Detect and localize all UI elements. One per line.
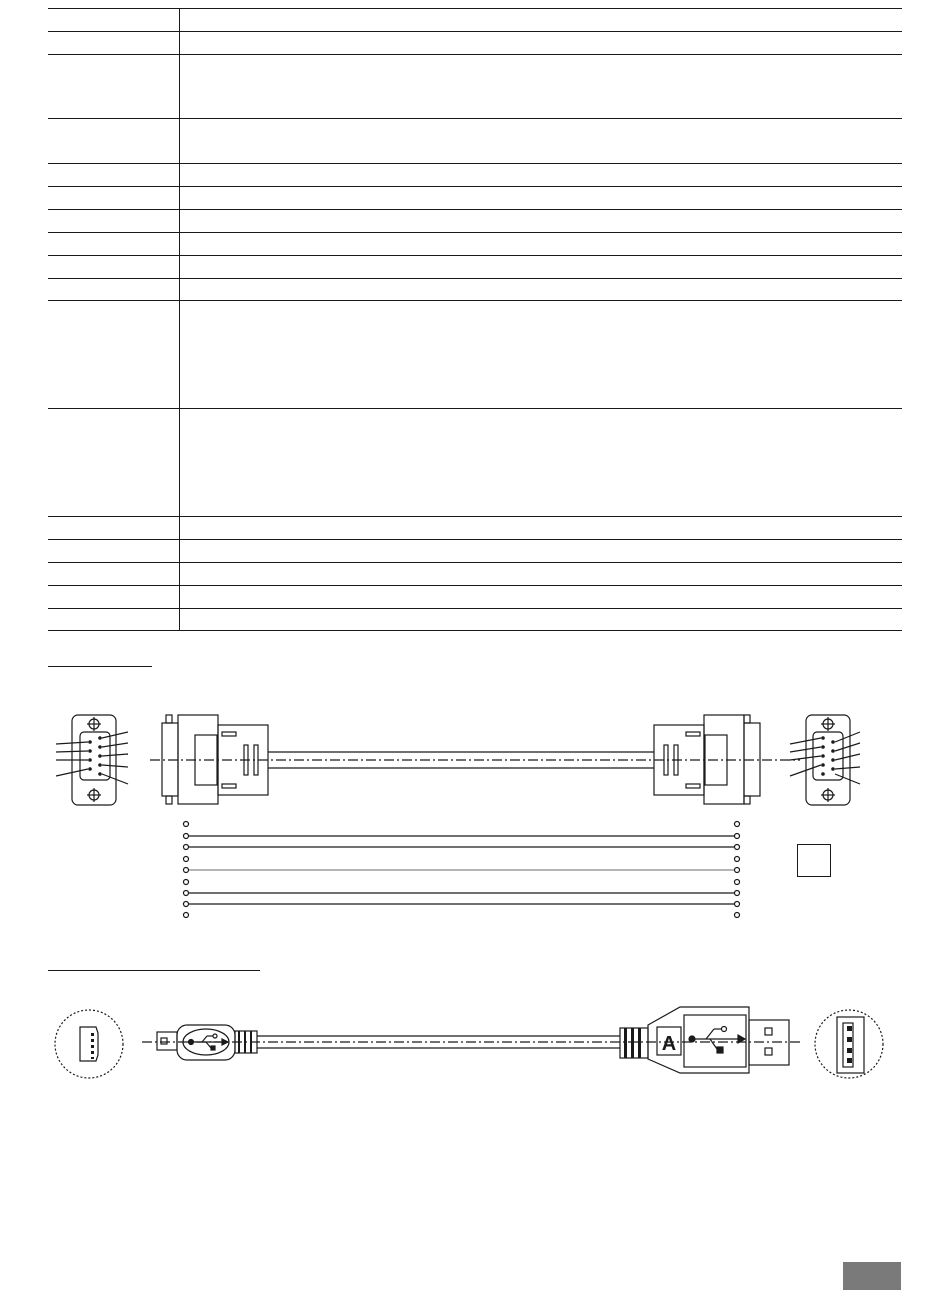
table-row	[48, 517, 902, 540]
usb-a-plug	[620, 1007, 789, 1073]
db9-connector-icon	[790, 715, 860, 805]
table-row	[48, 540, 902, 563]
table-row	[48, 409, 902, 517]
table-row	[48, 119, 902, 164]
usb-a-label: A	[661, 1033, 677, 1055]
table-row	[48, 301, 902, 409]
table-row	[48, 9, 902, 32]
usb-trident-icon	[689, 1027, 745, 1054]
table-row	[48, 586, 902, 609]
table-row	[48, 279, 902, 301]
pin-wiring-map	[184, 822, 740, 918]
section-heading-underline-usb	[48, 970, 260, 971]
usb-cable	[142, 1036, 800, 1048]
section-heading-underline-serial	[48, 666, 152, 667]
db9-plug-right	[654, 715, 760, 804]
table-row	[48, 233, 902, 256]
table-row	[48, 187, 902, 210]
table-row	[48, 55, 902, 119]
table-row	[48, 256, 902, 279]
usb-a-port-icon	[815, 1010, 883, 1078]
legend-box	[797, 844, 831, 877]
table-row	[48, 609, 902, 631]
table-row	[48, 210, 902, 233]
db9-connector-icon	[56, 715, 128, 805]
page-number-tab	[843, 1262, 901, 1290]
table-row	[48, 32, 902, 55]
usb-cable-diagram	[0, 995, 950, 1095]
spec-table	[48, 8, 902, 631]
serial-cable-diagram	[0, 700, 950, 930]
table-row	[48, 164, 902, 187]
mini-usb-port-icon	[55, 1010, 123, 1078]
table-row	[48, 563, 902, 586]
